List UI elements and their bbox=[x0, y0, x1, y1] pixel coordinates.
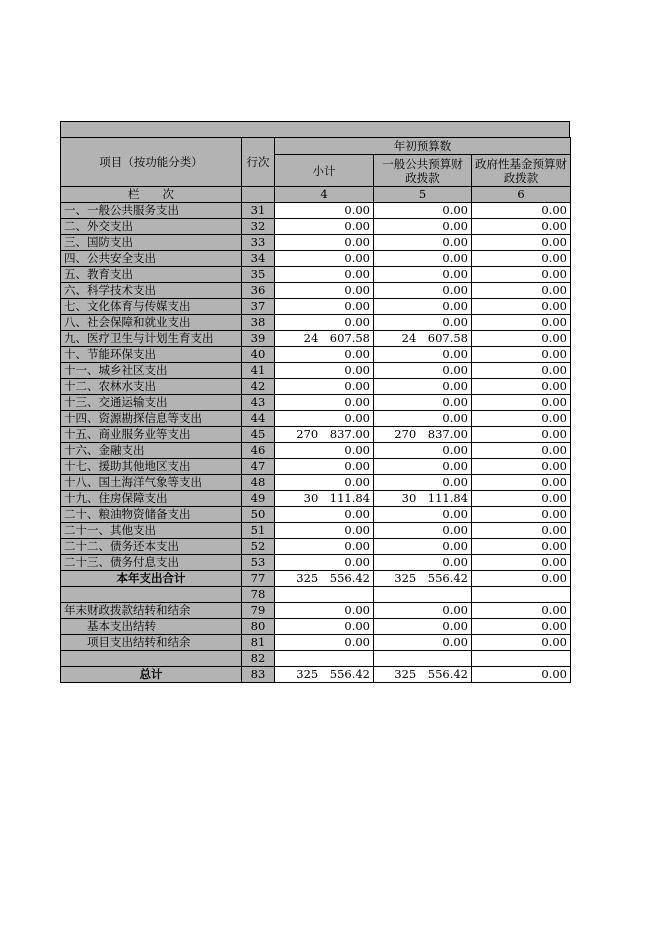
row-value-6: 0.00 bbox=[472, 363, 571, 379]
row-value-4: 325 556.42 bbox=[275, 667, 374, 683]
row-value-4: 325 556.42 bbox=[275, 571, 374, 587]
row-item-label: 一、一般公共服务支出 bbox=[61, 203, 242, 219]
row-value-6: 0.00 bbox=[472, 251, 571, 267]
row-item-label: 二十二、债务还本支出 bbox=[61, 539, 242, 555]
row-line-number: 49 bbox=[242, 491, 275, 507]
row-value-5: 0.00 bbox=[374, 555, 472, 571]
row-line-number: 35 bbox=[242, 267, 275, 283]
col-number-5: 5 bbox=[374, 187, 472, 203]
row-value-6: 0.00 bbox=[472, 315, 571, 331]
row-value-5: 0.00 bbox=[374, 363, 472, 379]
table-row bbox=[61, 251, 571, 267]
row-value-5: 270 837.00 bbox=[374, 427, 472, 443]
col-number-4: 4 bbox=[275, 187, 374, 203]
row-value-6 bbox=[472, 587, 571, 603]
row-value-5: 0.00 bbox=[374, 235, 472, 251]
row-item-label: 十六、金融支出 bbox=[61, 443, 242, 459]
row-value-6: 0.00 bbox=[472, 283, 571, 299]
table-row bbox=[61, 603, 571, 619]
budget-sheet bbox=[60, 121, 570, 683]
row-value-6: 0.00 bbox=[472, 427, 571, 443]
row-item-label: 十三、交通运输支出 bbox=[61, 395, 242, 411]
row-value-6: 0.00 bbox=[472, 507, 571, 523]
row-line-number: 45 bbox=[242, 427, 275, 443]
row-item-label: 二十、粮油物资储备支出 bbox=[61, 507, 242, 523]
table-row bbox=[61, 587, 571, 603]
row-item-label: 二、外交支出 bbox=[61, 219, 242, 235]
row-value-4: 0.00 bbox=[275, 555, 374, 571]
item-column-header: 项目（按功能分类） bbox=[61, 138, 242, 187]
row-value-6: 0.00 bbox=[472, 219, 571, 235]
row-value-5: 0.00 bbox=[374, 603, 472, 619]
row-value-4: 0.00 bbox=[275, 411, 374, 427]
row-value-5: 0.00 bbox=[374, 395, 472, 411]
row-value-6: 0.00 bbox=[472, 379, 571, 395]
row-item-label: 十二、农林水支出 bbox=[61, 379, 242, 395]
row-value-4: 0.00 bbox=[275, 235, 374, 251]
row-value-4 bbox=[275, 587, 374, 603]
table-row bbox=[61, 635, 571, 651]
row-line-number: 80 bbox=[242, 619, 275, 635]
row-value-5: 0.00 bbox=[374, 523, 472, 539]
table-row bbox=[61, 363, 571, 379]
row-line-number: 41 bbox=[242, 363, 275, 379]
row-value-5: 0.00 bbox=[374, 619, 472, 635]
table-row bbox=[61, 267, 571, 283]
row-value-5 bbox=[374, 651, 472, 667]
row-value-4: 0.00 bbox=[275, 443, 374, 459]
row-value-5: 0.00 bbox=[374, 475, 472, 491]
row-value-5: 0.00 bbox=[374, 347, 472, 363]
row-value-5: 325 556.42 bbox=[374, 571, 472, 587]
table-row bbox=[61, 235, 571, 251]
fund-budget-column-header: 政府性基金预算财政拨款 bbox=[472, 155, 571, 187]
row-value-6: 0.00 bbox=[472, 267, 571, 283]
row-item-label: 十七、援助其他地区支出 bbox=[61, 459, 242, 475]
row-line-number: 78 bbox=[242, 587, 275, 603]
row-value-4: 0.00 bbox=[275, 379, 374, 395]
table-row bbox=[61, 619, 571, 635]
row-value-6 bbox=[472, 651, 571, 667]
row-value-6: 0.00 bbox=[472, 667, 571, 683]
row-value-5: 0.00 bbox=[374, 219, 472, 235]
lanci-label: 栏 次 bbox=[61, 187, 242, 203]
row-item-label: 三、国防支出 bbox=[61, 235, 242, 251]
table-row bbox=[61, 219, 571, 235]
table-row bbox=[61, 475, 571, 491]
row-value-4: 0.00 bbox=[275, 347, 374, 363]
row-value-5: 0.00 bbox=[374, 411, 472, 427]
row-value-6: 0.00 bbox=[472, 395, 571, 411]
row-value-5: 0.00 bbox=[374, 379, 472, 395]
row-item-label: 十、节能环保支出 bbox=[61, 347, 242, 363]
row-item-label: 总计 bbox=[61, 667, 242, 683]
row-value-4: 24 607.58 bbox=[275, 331, 374, 347]
row-value-6: 0.00 bbox=[472, 459, 571, 475]
row-line-number: 33 bbox=[242, 235, 275, 251]
row-value-6: 0.00 bbox=[472, 571, 571, 587]
row-value-6: 0.00 bbox=[472, 491, 571, 507]
row-value-5: 0.00 bbox=[374, 443, 472, 459]
row-value-4: 0.00 bbox=[275, 219, 374, 235]
table-row bbox=[61, 331, 571, 347]
row-item-label: 十一、城乡社区支出 bbox=[61, 363, 242, 379]
sheet-top-bar bbox=[60, 121, 570, 137]
row-line-number: 38 bbox=[242, 315, 275, 331]
table-row bbox=[61, 651, 571, 667]
table-row bbox=[61, 571, 571, 587]
row-item-label: 十五、商业服务业等支出 bbox=[61, 427, 242, 443]
row-value-4: 0.00 bbox=[275, 539, 374, 555]
table-row bbox=[61, 203, 571, 219]
row-line-number: 79 bbox=[242, 603, 275, 619]
lanci-row bbox=[61, 187, 571, 203]
row-value-5: 0.00 bbox=[374, 203, 472, 219]
row-value-6: 0.00 bbox=[472, 235, 571, 251]
table-row bbox=[61, 427, 571, 443]
row-value-5: 30 111.84 bbox=[374, 491, 472, 507]
row-item-label: 四、公共安全支出 bbox=[61, 251, 242, 267]
row-item-label: 十八、国土海洋气象等支出 bbox=[61, 475, 242, 491]
row-value-6: 0.00 bbox=[472, 411, 571, 427]
row-value-6: 0.00 bbox=[472, 619, 571, 635]
row-line-number: 82 bbox=[242, 651, 275, 667]
row-value-4: 0.00 bbox=[275, 251, 374, 267]
lanci-blank bbox=[242, 187, 275, 203]
row-line-number: 40 bbox=[242, 347, 275, 363]
line-column-header: 行次 bbox=[242, 138, 275, 187]
row-value-5: 0.00 bbox=[374, 299, 472, 315]
row-value-5: 325 556.42 bbox=[374, 667, 472, 683]
row-value-5: 0.00 bbox=[374, 267, 472, 283]
table-row bbox=[61, 555, 571, 571]
row-value-5: 0.00 bbox=[374, 635, 472, 651]
row-line-number: 46 bbox=[242, 443, 275, 459]
table-row bbox=[61, 667, 571, 683]
row-value-4: 270 837.00 bbox=[275, 427, 374, 443]
row-line-number: 37 bbox=[242, 299, 275, 315]
row-value-6: 0.00 bbox=[472, 203, 571, 219]
row-item-label bbox=[61, 587, 242, 603]
row-line-number: 47 bbox=[242, 459, 275, 475]
table-row bbox=[61, 283, 571, 299]
col-number-6: 6 bbox=[472, 187, 571, 203]
table-row bbox=[61, 523, 571, 539]
row-value-4: 0.00 bbox=[275, 267, 374, 283]
row-value-4: 0.00 bbox=[275, 315, 374, 331]
table-row bbox=[61, 315, 571, 331]
row-value-6: 0.00 bbox=[472, 299, 571, 315]
row-value-5: 0.00 bbox=[374, 283, 472, 299]
row-value-5: 0.00 bbox=[374, 315, 472, 331]
row-line-number: 53 bbox=[242, 555, 275, 571]
table-row bbox=[61, 299, 571, 315]
row-value-4: 0.00 bbox=[275, 619, 374, 635]
row-value-6: 0.00 bbox=[472, 347, 571, 363]
row-item-label: 年末财政拨款结转和结余 bbox=[61, 603, 242, 619]
table-row bbox=[61, 507, 571, 523]
row-value-4: 30 111.84 bbox=[275, 491, 374, 507]
row-value-5: 0.00 bbox=[374, 251, 472, 267]
row-value-6: 0.00 bbox=[472, 555, 571, 571]
row-value-6: 0.00 bbox=[472, 331, 571, 347]
table-row bbox=[61, 347, 571, 363]
row-line-number: 44 bbox=[242, 411, 275, 427]
row-value-6: 0.00 bbox=[472, 603, 571, 619]
row-item-label: 十九、住房保障支出 bbox=[61, 491, 242, 507]
row-line-number: 77 bbox=[242, 571, 275, 587]
table-row bbox=[61, 459, 571, 475]
table-row bbox=[61, 491, 571, 507]
subtotal-column-header: 小计 bbox=[275, 155, 374, 187]
row-value-5 bbox=[374, 587, 472, 603]
row-value-4: 0.00 bbox=[275, 635, 374, 651]
row-item-label: 七、文化体育与传媒支出 bbox=[61, 299, 242, 315]
row-line-number: 42 bbox=[242, 379, 275, 395]
table-row bbox=[61, 411, 571, 427]
row-item-label: 基本支出结转 bbox=[61, 619, 242, 635]
row-value-4: 0.00 bbox=[275, 363, 374, 379]
row-line-number: 52 bbox=[242, 539, 275, 555]
row-value-6: 0.00 bbox=[472, 443, 571, 459]
row-item-label: 十四、资源勘探信息等支出 bbox=[61, 411, 242, 427]
row-value-4: 0.00 bbox=[275, 523, 374, 539]
budget-group-header: 年初预算数 bbox=[275, 138, 571, 155]
row-item-label: 八、社会保障和就业支出 bbox=[61, 315, 242, 331]
row-item-label: 五、教育支出 bbox=[61, 267, 242, 283]
row-item-label: 本年支出合计 bbox=[61, 571, 242, 587]
row-value-4: 0.00 bbox=[275, 459, 374, 475]
table-row bbox=[61, 443, 571, 459]
row-value-4: 0.00 bbox=[275, 299, 374, 315]
row-value-4: 0.00 bbox=[275, 395, 374, 411]
row-item-label: 九、医疗卫生与计划生育支出 bbox=[61, 331, 242, 347]
header-row-1 bbox=[61, 138, 571, 155]
row-line-number: 81 bbox=[242, 635, 275, 651]
row-line-number: 83 bbox=[242, 667, 275, 683]
row-item-label bbox=[61, 651, 242, 667]
row-line-number: 32 bbox=[242, 219, 275, 235]
row-item-label: 项目支出结转和结余 bbox=[61, 635, 242, 651]
row-value-6: 0.00 bbox=[472, 523, 571, 539]
row-value-6: 0.00 bbox=[472, 475, 571, 491]
row-value-5: 0.00 bbox=[374, 539, 472, 555]
budget-table bbox=[60, 137, 571, 683]
row-value-4 bbox=[275, 651, 374, 667]
row-item-label: 二十一、其他支出 bbox=[61, 523, 242, 539]
row-value-4: 0.00 bbox=[275, 203, 374, 219]
row-line-number: 48 bbox=[242, 475, 275, 491]
row-line-number: 34 bbox=[242, 251, 275, 267]
row-value-4: 0.00 bbox=[275, 283, 374, 299]
table-row bbox=[61, 539, 571, 555]
row-value-5: 0.00 bbox=[374, 459, 472, 475]
row-line-number: 39 bbox=[242, 331, 275, 347]
row-line-number: 43 bbox=[242, 395, 275, 411]
table-row bbox=[61, 395, 571, 411]
row-value-4: 0.00 bbox=[275, 603, 374, 619]
row-line-number: 31 bbox=[242, 203, 275, 219]
row-value-5: 24 607.58 bbox=[374, 331, 472, 347]
row-item-label: 二十三、债务付息支出 bbox=[61, 555, 242, 571]
row-line-number: 50 bbox=[242, 507, 275, 523]
general-budget-column-header: 一般公共预算财政拨款 bbox=[374, 155, 472, 187]
row-value-6: 0.00 bbox=[472, 635, 571, 651]
row-line-number: 36 bbox=[242, 283, 275, 299]
table-row bbox=[61, 379, 571, 395]
row-value-6: 0.00 bbox=[472, 539, 571, 555]
row-value-4: 0.00 bbox=[275, 475, 374, 491]
row-item-label: 六、科学技术支出 bbox=[61, 283, 242, 299]
row-line-number: 51 bbox=[242, 523, 275, 539]
row-value-4: 0.00 bbox=[275, 507, 374, 523]
row-value-5: 0.00 bbox=[374, 507, 472, 523]
